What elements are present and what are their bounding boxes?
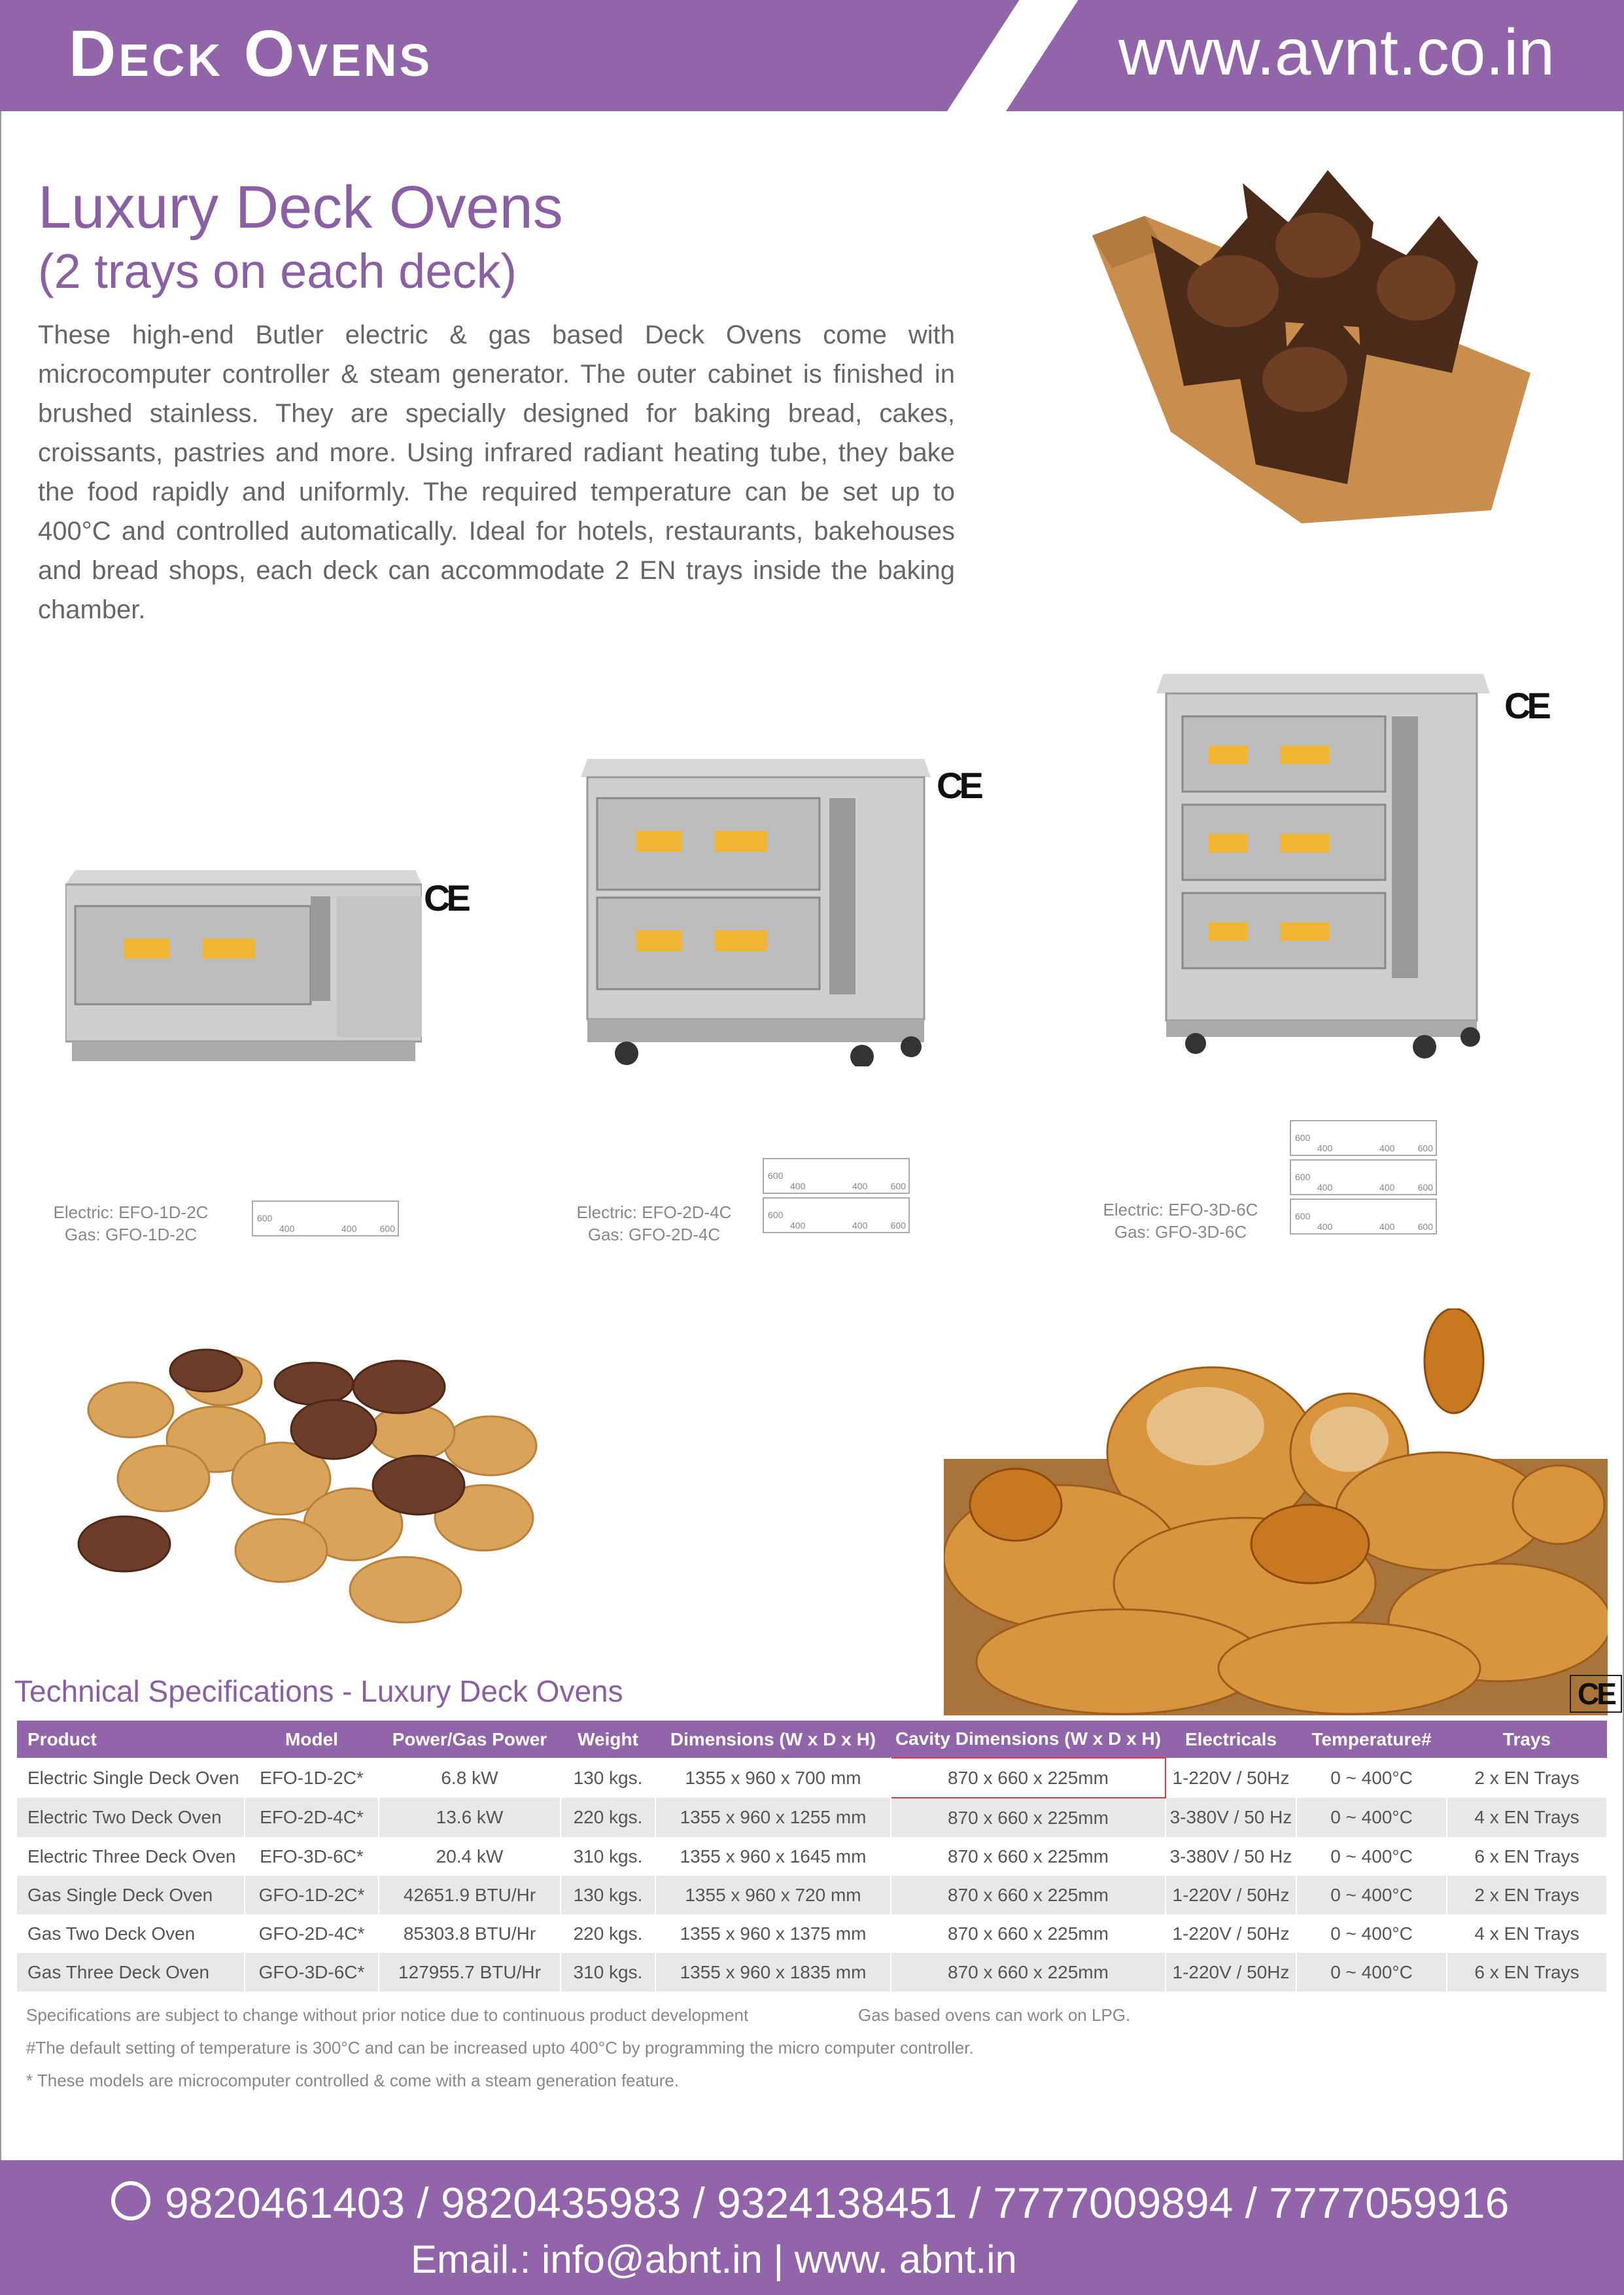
cell-temperature: 0 ~ 400°C <box>1296 1876 1447 1914</box>
oven-3-gas-model: Gas: GFO-3D-6C <box>1114 1222 1247 1242</box>
table-row <box>17 1876 1607 1914</box>
oven-2-gas-model: Gas: GFO-2D-4C <box>587 1225 721 1244</box>
cell-dimensions: 1355 x 960 x 1375 mm <box>655 1914 891 1953</box>
cell-temperature: 0 ~ 400°C <box>1296 1914 1447 1953</box>
note-lpg: Gas based ovens can work on LPG. <box>858 2005 1131 2025</box>
cell-trays: 2 x EN Trays <box>1447 1758 1607 1798</box>
col-header-cavity: Cavity Dimensions (W x D x H) <box>891 1721 1166 1758</box>
page-subtitle: (2 trays on each deck) <box>38 244 517 298</box>
cell-power: 85303.8 BTU/Hr <box>379 1914 561 1953</box>
tray-dim-label: 600 <box>890 1181 906 1191</box>
cell-product: Gas Single Deck Oven <box>17 1876 245 1914</box>
cell-trays: 2 x EN Trays <box>1447 1876 1607 1914</box>
cell-cavity: 870 x 660 x 225mm <box>891 1758 1166 1798</box>
cell-weight: 130 kgs. <box>561 1758 655 1798</box>
tray-dim-label: 400 <box>1379 1143 1395 1153</box>
table-row <box>17 1953 1607 1991</box>
phone-numbers-text[interactable]: 9820461403 / 9820435983 / 9324138451 / 7777009894 / 7777059916 <box>165 2179 1510 2227</box>
single-deck-oven-image <box>65 870 422 1066</box>
cell-product: Electric Single Deck Oven <box>17 1758 245 1798</box>
cell-trays: 4 x EN Trays <box>1447 1798 1607 1837</box>
oven-2-model-label <box>569 1201 739 1246</box>
cell-electricals: 3-380V / 50 Hz <box>1166 1837 1296 1876</box>
oven-3-model-label <box>1096 1199 1266 1243</box>
tray-dim-label: 600 <box>1295 1132 1311 1143</box>
ce-mark-breads: CE <box>1570 1675 1622 1713</box>
tray-diagram <box>252 1200 399 1236</box>
cell-dimensions: 1355 x 960 x 1645 mm <box>655 1837 891 1876</box>
two-deck-oven-image <box>581 759 931 1066</box>
tray-dim-label: 400 <box>1317 1182 1333 1193</box>
col-header-weight: Weight <box>561 1721 655 1758</box>
header-title: Deck Ovens <box>69 17 433 90</box>
tray-diagram <box>1290 1159 1437 1195</box>
tray-dim-label: 400 <box>852 1220 868 1231</box>
tray-diagram <box>1290 1199 1437 1235</box>
three-deck-oven-image <box>1156 674 1490 1060</box>
cell-temperature: 0 ~ 400°C <box>1296 1953 1447 1991</box>
cell-temperature: 0 ~ 400°C <box>1296 1758 1447 1798</box>
tray-diagram <box>763 1197 910 1233</box>
tray-diagram <box>1290 1120 1437 1156</box>
footer-email-web[interactable]: Email.: info@abnt.in | www. abnt.in <box>411 2237 1017 2281</box>
cell-weight: 310 kgs. <box>561 1837 655 1876</box>
cell-trays: 6 x EN Trays <box>1447 1953 1607 1991</box>
footer-phone-numbers <box>111 2175 1509 2231</box>
ce-mark-oven-1: CE <box>424 877 467 919</box>
whatsapp-icon <box>111 2181 150 2220</box>
cell-weight: 130 kgs. <box>561 1876 655 1914</box>
cell-electricals: 1-220V / 50Hz <box>1166 1758 1296 1798</box>
ce-mark-oven-2: CE <box>937 765 980 806</box>
tray-dim-label: 400 <box>1379 1221 1395 1232</box>
cell-power: 42651.9 BTU/Hr <box>379 1876 561 1914</box>
cell-product: Gas Three Deck Oven <box>17 1953 245 1991</box>
cell-temperature: 0 ~ 400°C <box>1296 1798 1447 1837</box>
cell-temperature: 0 ~ 400°C <box>1296 1837 1447 1876</box>
cell-weight: 220 kgs. <box>561 1798 655 1837</box>
tray-diagram <box>763 1158 910 1194</box>
cell-cavity: 870 x 660 x 225mm <box>891 1798 1166 1837</box>
tray-dim-label: 600 <box>1295 1172 1311 1182</box>
cell-weight: 310 kgs. <box>561 1953 655 1991</box>
cell-product: Electric Three Deck Oven <box>17 1837 245 1876</box>
cookies-photo <box>65 1328 562 1629</box>
cell-power: 6.8 kW <box>379 1758 561 1798</box>
header-divider-slash <box>939 0 1082 111</box>
cell-weight: 220 kgs. <box>561 1914 655 1953</box>
col-header-power: Power/Gas Power <box>379 1721 561 1758</box>
note-spec-change: Specifications are subject to change without prior notice due to continuous product development <box>26 2005 749 2025</box>
tray-dim-label: 400 <box>341 1223 357 1234</box>
cell-model: GFO-1D-2C* <box>245 1876 379 1914</box>
tray-dim-label: 400 <box>790 1220 806 1231</box>
table-row <box>17 1837 1607 1876</box>
cell-model: GFO-2D-4C* <box>245 1914 379 1953</box>
table-row <box>17 1798 1607 1837</box>
note-microcomputer: * These models are microcomputer controlled & come with a steam generation feature. <box>26 2071 680 2090</box>
cell-dimensions: 1355 x 960 x 700 mm <box>655 1758 891 1798</box>
cell-cavity: 870 x 660 x 225mm <box>891 1914 1166 1953</box>
oven-2-electric-model: Electric: EFO-2D-4C <box>576 1202 732 1222</box>
muffins-photo <box>1073 157 1544 536</box>
table-row <box>17 1914 1607 1953</box>
ce-mark-oven-3: CE <box>1504 685 1547 726</box>
col-header-trays: Trays <box>1447 1721 1607 1758</box>
intro-paragraph: These high-end Butler electric & gas based Deck Ovens come with microcomputer controller & steam generator. The outer cabinet is finished in brushed stainless. They are specially designed for baking bread, cakes, croissants, pastries and more. Using infrared radiant heating tube, they bake the food rapidly and uniformly. The required temperature can be set up to 400°C and controlled automatically. Ideal for hotels, restaurants, bakehouses and bread shops, each deck can accommodate 2 EN trays inside the baking chamber. <box>38 321 955 624</box>
tray-dim-label: 600 <box>768 1210 784 1220</box>
cell-model: GFO-3D-6C* <box>245 1953 379 1991</box>
cell-electricals: 1-220V / 50Hz <box>1166 1876 1296 1914</box>
cell-electricals: 3-380V / 50 Hz <box>1166 1798 1296 1837</box>
spec-notes <box>26 1999 1131 2097</box>
tray-dim-label: 600 <box>1417 1182 1433 1193</box>
page-title: Luxury Deck Ovens <box>38 174 563 241</box>
breads-photo <box>944 1308 1608 1715</box>
col-header-dimensions: Dimensions (W x D x H) <box>655 1721 891 1758</box>
cell-dimensions: 1355 x 960 x 1255 mm <box>655 1798 891 1837</box>
tray-dim-label: 600 <box>257 1213 273 1223</box>
oven-1-gas-model: Gas: GFO-1D-2C <box>64 1225 198 1244</box>
cell-product: Gas Two Deck Oven <box>17 1914 245 1953</box>
tray-dim-label: 400 <box>852 1181 868 1191</box>
oven-3-electric-model: Electric: EFO-3D-6C <box>1103 1200 1258 1219</box>
cell-trays: 4 x EN Trays <box>1447 1914 1607 1953</box>
cell-trays: 6 x EN Trays <box>1447 1837 1607 1876</box>
cell-cavity: 870 x 660 x 225mm <box>891 1876 1166 1914</box>
cell-cavity: 870 x 660 x 225mm <box>891 1953 1166 1991</box>
tray-dim-label: 600 <box>890 1220 906 1231</box>
table-row <box>17 1758 1607 1798</box>
spec-table <box>17 1721 1608 1991</box>
cell-model: EFO-2D-4C* <box>245 1798 379 1837</box>
oven-1-electric-model: Electric: EFO-1D-2C <box>53 1202 209 1222</box>
col-header-product: Product <box>17 1721 245 1758</box>
oven-1-model-label <box>46 1201 216 1246</box>
cell-model: EFO-3D-6C* <box>245 1837 379 1876</box>
col-header-temperature: Temperature# <box>1296 1721 1447 1758</box>
tray-dim-label: 600 <box>379 1223 395 1234</box>
header-banner <box>0 0 1624 111</box>
note-temperature: #The default setting of temperature is 300°C and can be increased upto 400°C by programming the micro computer controller. <box>26 2038 974 2058</box>
cell-electricals: 1-220V / 50Hz <box>1166 1914 1296 1953</box>
tray-dim-label: 400 <box>1317 1143 1333 1153</box>
spec-table-title: Technical Specifications - Luxury Deck Ovens <box>14 1674 623 1708</box>
tray-dim-label: 600 <box>1417 1143 1433 1153</box>
footer-banner <box>0 2160 1624 2295</box>
col-header-model: Model <box>245 1721 379 1758</box>
cell-dimensions: 1355 x 960 x 720 mm <box>655 1876 891 1914</box>
cell-power: 13.6 kW <box>379 1798 561 1837</box>
cell-model: EFO-1D-2C* <box>245 1758 379 1798</box>
tray-dim-label: 400 <box>1379 1182 1395 1193</box>
tray-dim-label: 400 <box>1317 1221 1333 1232</box>
cell-power: 127955.7 BTU/Hr <box>379 1953 561 1991</box>
tray-dim-label: 600 <box>1417 1221 1433 1232</box>
tray-dim-label: 400 <box>790 1181 806 1191</box>
tray-dim-label: 600 <box>1295 1211 1311 1221</box>
tray-dim-label: 600 <box>768 1170 784 1181</box>
cell-electricals: 1-220V / 50Hz <box>1166 1953 1296 1991</box>
cell-product: Electric Two Deck Oven <box>17 1798 245 1837</box>
cell-power: 20.4 kW <box>379 1837 561 1876</box>
col-header-electricals: Electricals <box>1166 1721 1296 1758</box>
cell-dimensions: 1355 x 960 x 1835 mm <box>655 1953 891 1991</box>
spec-header-row <box>17 1721 1607 1758</box>
cell-cavity: 870 x 660 x 225mm <box>891 1837 1166 1876</box>
header-url-link[interactable]: www.avnt.co.in <box>1118 16 1555 89</box>
tray-dim-label: 400 <box>279 1223 295 1234</box>
